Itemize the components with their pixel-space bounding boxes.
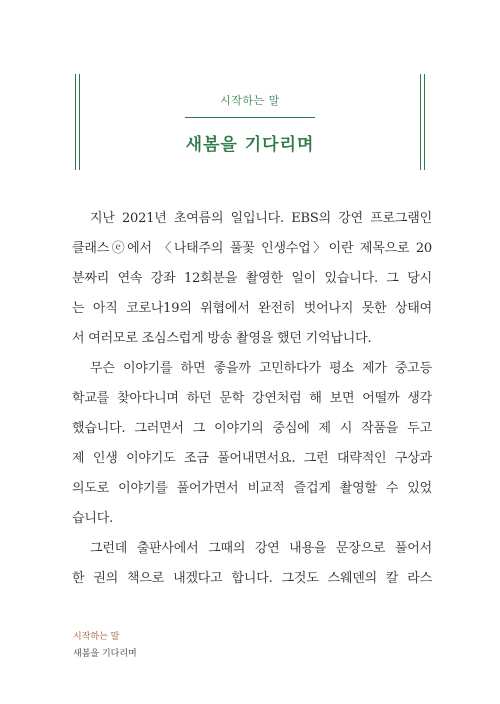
chapter-subtitle: 시작하는 말 [220,94,280,107]
body-text [72,204,432,594]
text-line: 제 인생 이야기도 조금 풀어내면서요. 그런 대략적인 구상과 [72,451,432,466]
footer-title: 새봄을 기다리며 [73,649,137,659]
header-right-rule-inner [420,74,421,170]
chapter-header [75,74,425,170]
text-line: 학교를 찾아다니며 하던 문학 강연처럼 해 보면 어떨까 생각 [72,391,432,406]
text-line: 한 권의 책으로 내겠다고 합니다. 그것도 스웨덴의 칼 라스 [72,571,432,586]
footer-section: 시작하는 말 [73,632,120,642]
text-line: 그런데 출판사에서 그때의 강연 내용을 문장으로 풀어서 [90,541,432,556]
text-line: 무슨 이야기를 하면 좋을까 고민하다가 평소 제가 중고등 [90,361,432,376]
text-line: 의도로 이야기를 풀어가면서 비교적 즐겁게 촬영할 수 있었 [72,481,432,496]
chapter-title: 새봄을 기다리며 [185,135,315,155]
text-line: 분짜리 연속 강좌 12회분을 촬영한 일이 있습니다. 그 당시 [72,271,432,286]
text-line: 클래스ⓔ에서 〈나태주의 풀꽃 인생수업〉이란 제목으로 20 [72,241,432,256]
running-footer [73,630,137,661]
text-line: 습니다. [72,511,114,526]
text-line: 했습니다. 그러면서 그 이야기의 중심에 제 시 작품을 두고 [72,421,432,436]
header-left-rule-inner [79,74,80,170]
header-left-rule [75,74,76,170]
header-divider [185,117,315,118]
text-line: 서 여러모로 조심스럽게 방송 촬영을 했던 기억납니다. [72,331,372,346]
text-line: 지난 2021년 초여름의 일입니다. EBS의 강연 프로그램인 [90,211,432,226]
text-line: 는 아직 코로나19의 위협에서 완전히 벗어나지 못한 상태여 [72,301,432,316]
header-right-rule [424,74,425,170]
